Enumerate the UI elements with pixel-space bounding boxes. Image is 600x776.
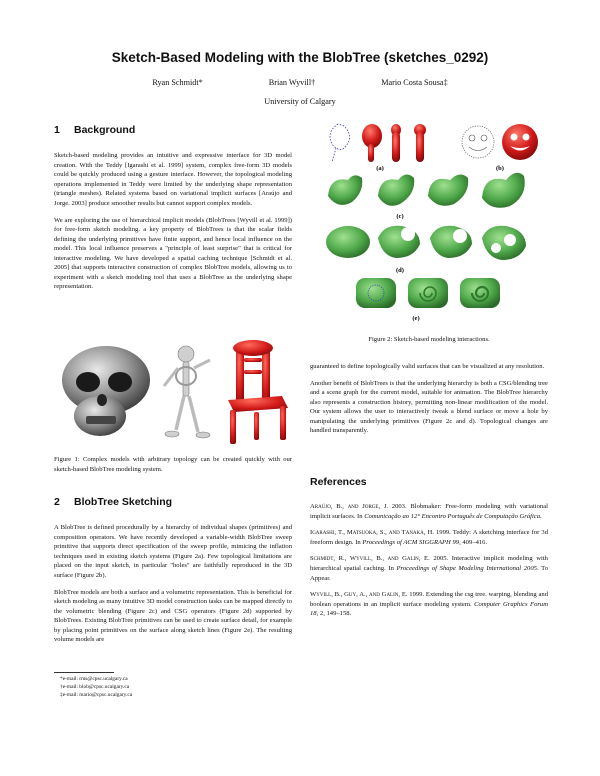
figure-2d-label: (d) [396, 267, 404, 274]
footnote-2: †e-mail: blob@cpsc.ucalgary.ca [60, 684, 130, 691]
affiliation: University of Calgary [264, 97, 336, 106]
footnotes [60, 675, 290, 699]
skull-model [62, 346, 150, 436]
reference-3: Schmidt, R., Wyvill, B., and Galin, E. 2005. Interactive implicit modeling with hierarchical spatial caching. In Proceedings of Shape Modeling International 2005. To Appear. [310, 555, 548, 582]
figure-2d-panel [326, 226, 526, 260]
references-section [310, 475, 548, 626]
figure-1-caption: Figure 1: Complex models with arbitrary topology can be created quickly with our sketch-based BlobTree modeling system. [54, 456, 292, 473]
left-column-top [54, 123, 292, 299]
figure-2c-panel [328, 173, 525, 208]
author-1: Ryan Schmidt* [152, 78, 203, 87]
section-heading-sketching: 2 BlobTree Sketching [54, 496, 173, 508]
figure-2a-label: (a) [376, 165, 384, 172]
author-3: Mario Costa Sousa‡ [381, 78, 448, 87]
author-list [0, 78, 600, 87]
figure-1-image [58, 338, 292, 448]
paragraph-background-2: We are exploring the use of hierarchical implicit models (BlobTrees [Wyvill et al. 1999]) for free-form sketch modeling. a key property of BlobTrees is that the scalar fields defining the underlying primitives have finite support, and hence local influence on the model. This local influence preserves a "principle of least surprise" that is critical for interactive modeling. We have developed a spatial caching technique [Schmidt et al. 2005] that supports interactive construction of complex BlobTree models, allowing us to experiment with a sketch modeling tool that uses a BlobTree as the underlying shape representation. [54, 216, 292, 291]
figure-2a-panel [330, 124, 426, 162]
figure-2c-label: (c) [396, 213, 404, 220]
paragraph-sketching-1: A BlobTree is defined procedurally by a hierarchy of individual shapes (primitives) and composition operators. We have recently developed a variable-width BlobTree sweep primitive that supports direct specification of the sweep profile, mimicing the inflation techniques used in existing sketch systems (Figure 2a). Few topological limitations are placed on the input sketch, in particular "holes" are faithfully reproduced in the 3D surface (Figure 2b). [54, 524, 292, 579]
reference-2: Igarashi, T., Matsuoka, S., and Tanaka, H. 1999. Teddy: A sketching interface for 3d freeform design. In Proceedings of ACM SIGGRAPH 99, 409–416. [310, 529, 549, 546]
right-column-text [310, 362, 548, 443]
author-2: Brian Wyvill† [268, 78, 316, 87]
paragraph-right-2: Another benefit of BlobTrees is that the underlying hierarchy is both a CSG/blending tree and a scene graph for the current model, suitable for animation. The BlobTree hierarchy also represents a construction history, permitting non-linear modification of the model. Our system allows the user to interactively tweak a blend surface or move a hole by manipulating the underlying primitives (Figure 2c and d). Topological changes are handled transparently. [310, 379, 548, 435]
footnote-1: *e-mail: rms@cpsc.ucalgary.ca [60, 676, 128, 682]
paragraph-sketching-2: BlobTree models are both a surface and a volumetric representation. This is beneficial for sketch modeling as many intuitive 3D model construction tasks can be mapped directly to the volumetric blending (Figure 2c) and CSG operators (Figure 2d) supported by BlobTrees. Existing BlobTree primitives can be used to create surface detail, for example by placing point primitives on the surface along sketch lines (Figure 2e). The resulting volume models are [54, 588, 292, 644]
figure-2-image [320, 118, 548, 326]
figure-2e-panel [356, 278, 500, 308]
paragraph-right-1: guaranteed to define topologically valid surfaces that can be visualized at any resolution. [310, 363, 545, 370]
figure-2b-panel [462, 124, 538, 160]
section-heading-references: References [310, 476, 367, 488]
left-column-bottom [54, 495, 292, 652]
paragraph-background-1: Sketch-based modeling provides an intuitive and expressive interface for 3D model creation. With the Teddy [Igarashi et al. 1999] system, complex free-form 3D models could be quickly produced using a gesture interface. However, the topological modeling operations implemented in Teddy were limited by the underlying shape representation (triangle meshes). Related systems based on variational implicit surfaces [Araújo and Jorge. 2003] produce smoother results but cannot support complex models. [54, 152, 292, 207]
figure-2-caption: Figure 2: Sketch-based modeling interactions. [368, 336, 490, 343]
figure-2e-label: (e) [412, 315, 420, 322]
chair-model [228, 340, 288, 444]
section-heading-background: 1 Background [54, 124, 136, 136]
footnote-3: ‡e-mail: mario@cpsc.ucalgary.ca [60, 692, 133, 699]
paper-title: Sketch-Based Modeling with the BlobTree (sketches_0292) [111, 50, 489, 65]
figure-2b-label: (b) [496, 165, 504, 172]
skeleton-model [164, 346, 210, 438]
reference-1: Araújo, B., and Jorge, J. 2003. Blobmaker: Free-form modeling with variational implicit surfaces. In Comunicação ao 12° Encontro Português de Computação Gráfica. [310, 503, 548, 520]
reference-4: Wyvill, B., Guy, A., and Galin, E. 1999. Extending the csg tree. warping, blending and boolean operations in an implicit surface modeling system. Computer Graphics Forum 18, 2, 149–158. [310, 591, 548, 618]
footnote-rule [54, 672, 114, 673]
